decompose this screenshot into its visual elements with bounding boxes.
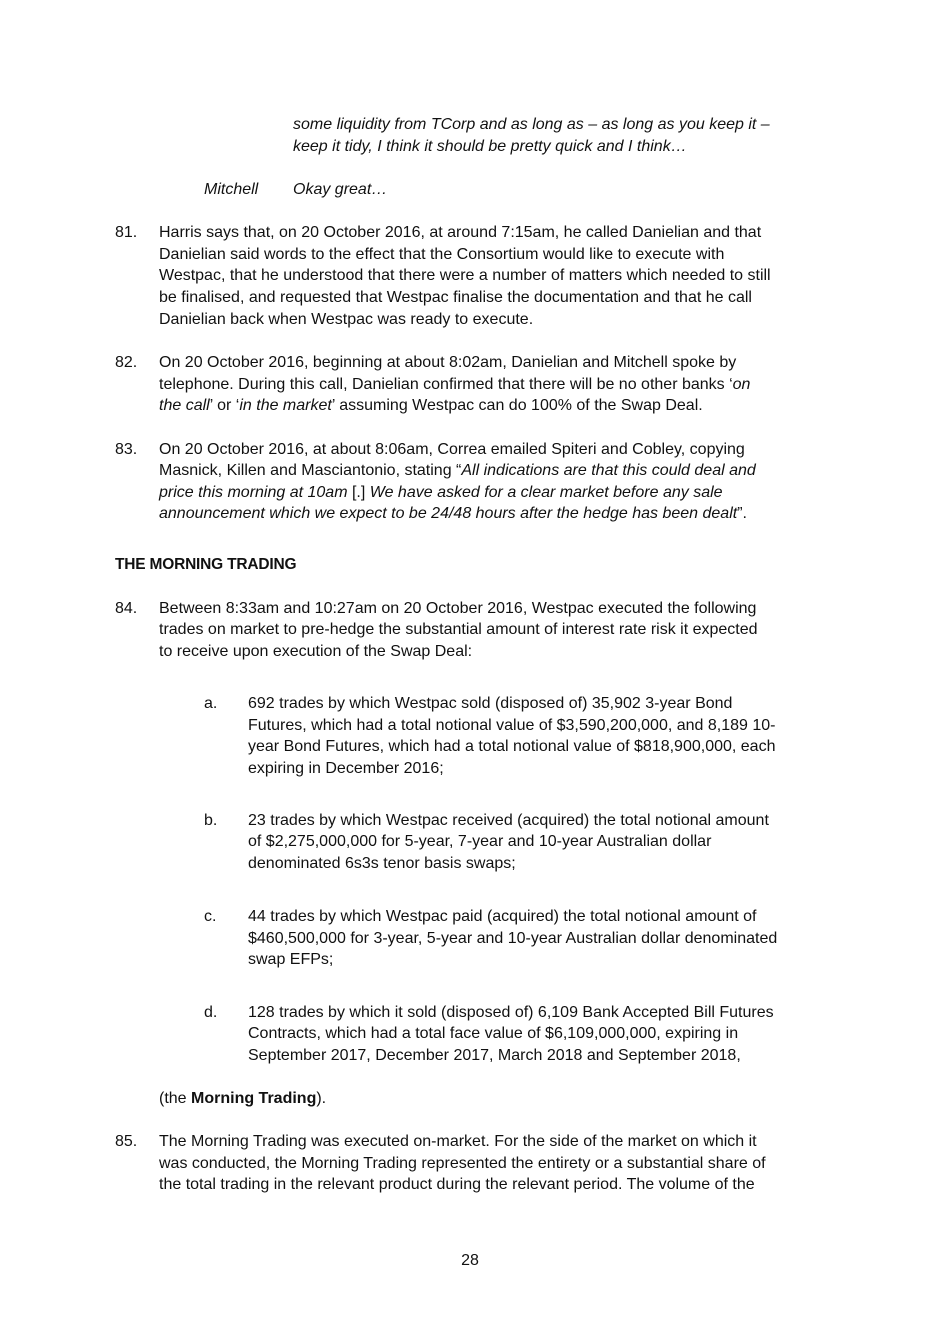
paragraph-number: 83. xyxy=(115,441,138,458)
list-item-line: 128 trades by which it sold (disposed of) 6,109 Bank Accepted Bill Futures xyxy=(248,1004,774,1021)
italic-run: the call xyxy=(159,397,210,414)
paragraph-number: 81. xyxy=(115,224,138,241)
paragraph-number: 84. xyxy=(115,600,138,617)
paragraph-line: On 20 October 2016, beginning at about 8:02am, Danielian and Mitchell spoke by xyxy=(159,354,737,371)
italic-run: All indications are that this could deal and xyxy=(461,462,756,479)
text-run: telephone. During this call, Danielian confirmed that there will be no other banks ‘ xyxy=(159,376,733,393)
quote-line: some liquidity from TCorp and as long as – as long as you keep it – xyxy=(293,116,770,133)
list-item-line: 44 trades by which Westpac paid (acquired) the total notional amount of xyxy=(248,908,757,925)
list-item-label: d. xyxy=(204,1004,218,1021)
paragraph-number: 85. xyxy=(115,1133,138,1150)
definition-line xyxy=(159,1088,326,1110)
list-item-line: swap EFPs; xyxy=(248,951,334,968)
paragraph-line: trades on market to pre-hedge the substantial amount of interest rate risk it expected xyxy=(159,621,758,638)
paragraph-line: On 20 October 2016, at about 8:06am, Correa emailed Spiteri and Cobley, copying xyxy=(159,441,745,458)
text-run: ). xyxy=(316,1090,327,1107)
italic-run: on xyxy=(732,376,751,393)
page-number: 28 xyxy=(461,1252,479,1269)
paragraph-line: be finalised, and requested that Westpac finalise the documentation and that he call xyxy=(159,289,752,306)
list-item-line: $460,500,000 for 3-year, 5-year and 10-year Australian dollar denominated xyxy=(248,930,778,947)
paragraph-line: Harris says that, on 20 October 2016, at around 7:15am, he called Danielian and that xyxy=(159,224,762,241)
italic-run: price this morning at 10am xyxy=(159,484,348,501)
list-item-line: of $2,275,000,000 for 5-year, 7-year and 10-year Australian dollar xyxy=(248,833,712,850)
defined-term: Morning Trading xyxy=(191,1090,317,1107)
paragraph-line xyxy=(159,374,750,396)
paragraph-line xyxy=(159,460,756,482)
section-heading: THE MORNING TRADING xyxy=(115,556,297,573)
paragraph-line: The Morning Trading was executed on-market. For the side of the market on which it xyxy=(159,1133,757,1150)
text-run: Masnick, Killen and Masciantonio, stating “ xyxy=(159,462,462,479)
list-item-label: c. xyxy=(204,908,217,925)
list-item-line: Futures, which had a total notional value of $3,590,200,000, and 8,189 10- xyxy=(248,717,776,734)
text-run: [.] xyxy=(347,484,370,501)
italic-run: We have asked for a clear market before any sale xyxy=(369,484,723,501)
list-item-line: 692 trades by which Westpac sold (disposed of) 35,902 3-year Bond xyxy=(248,695,733,712)
list-item-line: expiring in December 2016; xyxy=(248,760,444,777)
italic-run: in the market xyxy=(239,397,332,414)
paragraph-line: Danielian said words to the effect that the Consortium would like to execute with xyxy=(159,246,725,263)
quote-speech: Okay great… xyxy=(293,181,388,198)
list-item-line: 23 trades by which Westpac received (acquired) the total notional amount xyxy=(248,812,769,829)
text-run: (the xyxy=(159,1090,192,1107)
text-run: ’ or ‘ xyxy=(209,397,240,414)
paragraph-line: was conducted, the Morning Trading represented the entirety or a substantial share of xyxy=(159,1155,766,1172)
list-item-line: Contracts, which had a total face value of $6,109,000,000, expiring in xyxy=(248,1025,739,1042)
paragraph-line: Danielian back when Westpac was ready to execute. xyxy=(159,311,534,328)
list-item-label: b. xyxy=(204,812,218,829)
paragraph-line: to receive upon execution of the Swap Deal: xyxy=(159,643,473,660)
list-item-line: September 2017, December 2017, March 2018 and September 2018, xyxy=(248,1047,741,1064)
paragraph-line: Between 8:33am and 10:27am on 20 October 2016, Westpac executed the following xyxy=(159,600,757,617)
paragraph-line: the total trading in the relevant product during the relevant period. The volume of the xyxy=(159,1176,755,1193)
text-run: ’ assuming Westpac can do 100% of the Swap Deal. xyxy=(331,397,703,414)
paragraph-line xyxy=(159,482,723,504)
paragraph-line xyxy=(159,503,747,525)
text-run: ”. xyxy=(737,505,747,522)
list-item-line: year Bond Futures, which had a total notional value of $818,900,000, each xyxy=(248,738,776,755)
paragraph-line xyxy=(159,395,703,417)
paragraph-number: 82. xyxy=(115,354,138,371)
list-item-line: denominated 6s3s tenor basis swaps; xyxy=(248,855,516,872)
paragraph-line: Westpac, that he understood that there were a number of matters which needed to still xyxy=(159,267,771,284)
quote-speaker: Mitchell xyxy=(204,181,259,198)
list-item-label: a. xyxy=(204,695,218,712)
italic-run: announcement which we expect to be 24/48 hours after the hedge has been dealt xyxy=(159,505,738,522)
quote-line: keep it tidy, I think it should be pretty quick and I think… xyxy=(293,138,687,155)
